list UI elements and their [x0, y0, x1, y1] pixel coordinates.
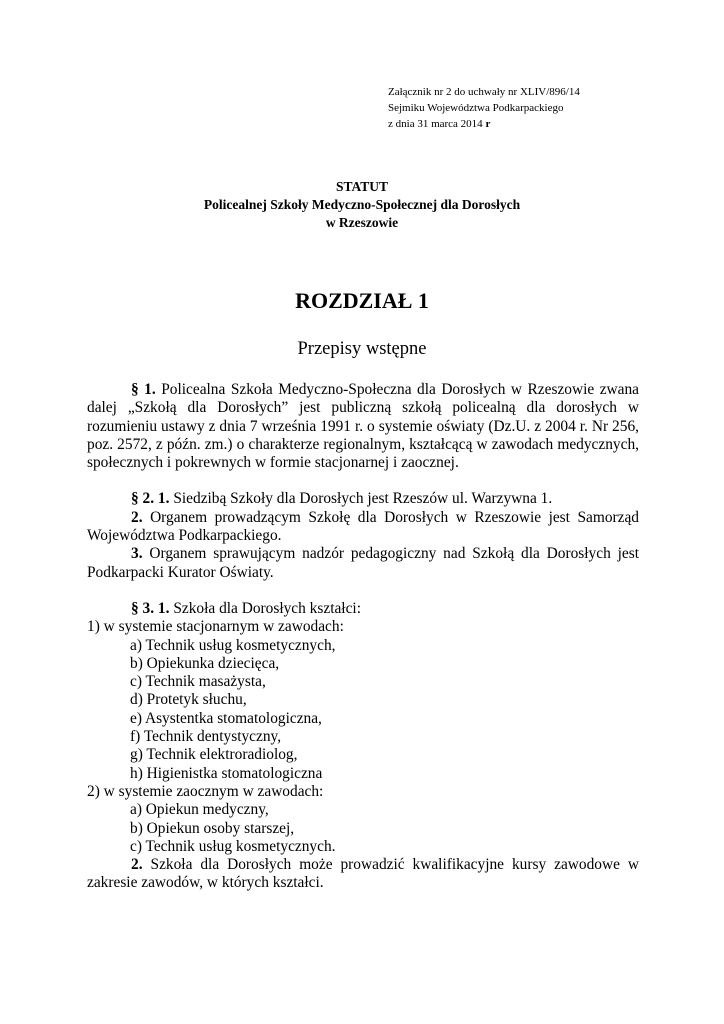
section-3-para-2-text: Szkoła dla Dorosłych może prowadzić kwalifikacyjne kursy zawodowe w zakresie zawodów, w których kształci. — [87, 856, 639, 892]
list-item: a) Technik usług kosmetycznych, — [130, 636, 336, 654]
section-3-para-1 — [87, 600, 639, 618]
annex-line-2: Sejmiku Województwa Podkarpackiego — [388, 102, 564, 114]
section-1-label: § 1. — [131, 381, 156, 398]
list-item: a) Opiekun medyczny, — [130, 801, 269, 819]
annex-date-suffix: r — [485, 118, 491, 130]
title-city: w Rzeszowie — [325, 215, 399, 230]
list-item: d) Protetyk słuchu, — [130, 691, 247, 709]
annex-line-3 — [388, 116, 580, 132]
section-2-label: § 2. 1. — [131, 490, 170, 508]
list-item: c) Technik masażysta, — [130, 673, 266, 691]
title-statut: STATUT — [335, 179, 389, 194]
document-body — [87, 381, 639, 893]
chapter-heading: ROZDZIAŁ 1 — [295, 288, 429, 313]
section-3-text: Szkoła dla Dorosłych kształci: — [169, 599, 361, 617]
list-item: e) Asystentka stomatologiczna, — [130, 709, 322, 727]
list-item: f) Technik dentystyczny, — [130, 728, 282, 746]
annex-note — [388, 84, 580, 132]
section-2-para-3-text: Organem sprawującym nadzór pedagogiczny nad Szkołą dla Dorosłych jest Podkarpacki Kurator Oświaty. — [87, 545, 639, 581]
stationary-heading: 1) w systemie stacjonarnym w zawodach: — [87, 618, 344, 636]
section-2-para-1 — [87, 490, 639, 508]
section-2-para-3 — [87, 545, 639, 582]
list-item: b) Opiekun osoby starszej, — [130, 819, 295, 837]
list-item: h) Higienistka stomatologiczna — [130, 764, 323, 782]
document-title — [0, 178, 724, 232]
title-school: Policealnej Szkoły Medyczno-Społecznej dla Dorosłych — [203, 197, 521, 212]
section-2-para-3-label: 3. — [131, 545, 143, 563]
section-2-para-2-label: 2. — [131, 508, 143, 526]
chapter-subtitle: Przepisy wstępne — [297, 339, 427, 359]
section-3-label: § 3. 1. — [131, 599, 170, 617]
extramural-heading: 2) w systemie zaocznym w zawodach: — [87, 782, 324, 800]
list-item: b) Opiekunka dziecięca, — [130, 654, 280, 672]
list-item: g) Technik elektroradiolog, — [130, 746, 298, 764]
section-1-text: Policealna Szkoła Medyczno-Społeczna dla Dorosłych w Rzeszowie zwana dalej „Szkołą dla Dorosłych” jest publiczną szkołą policealną dla dorosłych w rozumieniu ustawy z dnia 7 września 1991 r. o systemie oświaty (Dz.U. z 2004 r. Nr 256, poz. 2572, z późn. zm.) o charakterze regionalnym, kształcącą w zawodach medycznych, społecznych i pokrewnych w formie stacjonarnej i zaocznej. — [87, 381, 639, 472]
list-item: c) Technik usług kosmetycznych. — [130, 837, 336, 855]
annex-date: z dnia 31 marca 2014 — [388, 118, 486, 130]
section-3-para-2 — [87, 856, 639, 893]
section-2-para-2 — [87, 509, 639, 546]
section-3-para-2-label: 2. — [131, 856, 143, 874]
section-2-text: Siedzibą Szkoły dla Dorosłych jest Rzeszów ul. Warzywna 1. — [169, 490, 553, 508]
section-1 — [87, 381, 639, 472]
section-2-para-2-text: Organem prowadzącym Szkołę dla Dorosłych w Rzeszowie jest Samorząd Województwa Podkarpackiego. — [87, 508, 639, 545]
annex-line-1: Załącznik nr 2 do uchwały nr XLIV/896/14 — [388, 86, 580, 98]
